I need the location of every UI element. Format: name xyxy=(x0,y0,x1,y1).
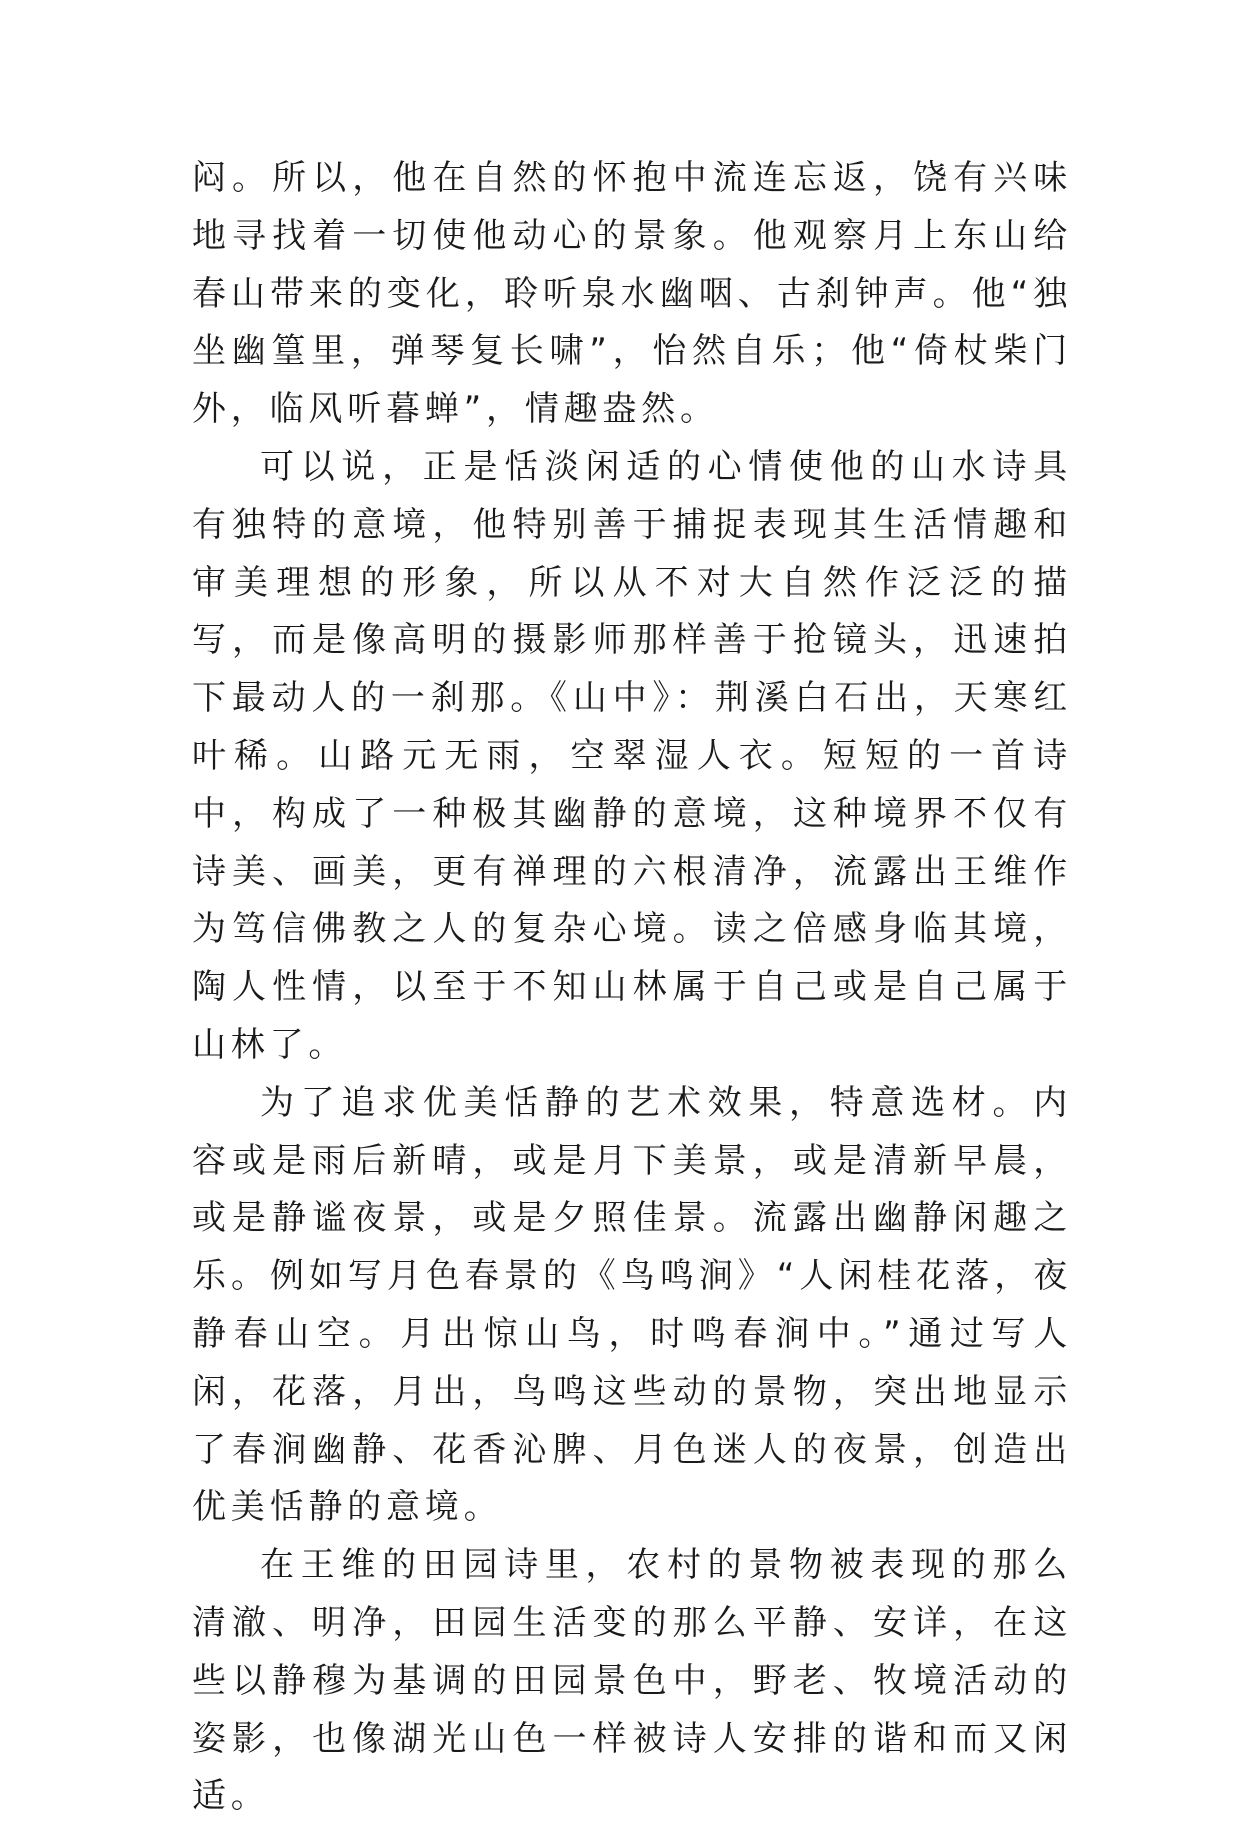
paragraph-3: 为了追求优美恬静的艺术效果，特意选材。内容或是雨后新晴，或是月下美景，或是清新早晨，或是静谧夜景，或是夕照佳景。流露出幽静闲趣之乐。例如写月色春景的《鸟鸣涧》“人闲桂花落，夜静春山空。月出惊山鸟，时鸣春涧中。”通过写人闲，花落，月出，鸟鸣这些动的景物，突出地显示了春涧幽静、花香沁脾、月色迷人的夜景，创造出优美恬静的意境。 xyxy=(192,1082,1072,1528)
paragraph-1: 闷。所以，他在自然的怀抱中流连忘返，饶有兴味地寻找着一切使他动心的景象。他观察月上东山给春山带来的变化，聆听泉水幽咽、古刹钟声。他“独坐幽篁里，弹琴复长啸”，怡然自乐；他“倚杖柴门外，临风听暮蝉”，情趣盎然。 xyxy=(192,158,1072,430)
document-body xyxy=(192,150,1072,1826)
paragraph-4: 在王维的田园诗里，农村的景物被表现的那么清澈、明净，田园生活变的那么平静、安详，在这些以静穆为基调的田园景色中，野老、牧境活动的姿影，也像湖光山色一样被诗人安排的谐和而又闲适。 xyxy=(192,1545,1072,1817)
paragraph-2: 可以说，正是恬淡闲适的心情使他的山水诗具有独特的意境，他特别善于捕捉表现其生活情趣和审美理想的形象，所以从不对大自然作泛泛的描写，而是像高明的摄影师那样善于抢镜头，迅速拍下最动人的一刹那。《山中》：荆溪白石出，天寒红叶稀。山路元无雨，空翠湿人衣。短短的一首诗中，构成了一种极其幽静的意境，这种境界不仅有诗美、画美，更有禅理的六根清净，流露出王维作为笃信佛教之人的复杂心境。读之倍感身临其境，陶人性情，以至于不知山林属于自己或是自己属于山林了。 xyxy=(192,446,1072,1065)
